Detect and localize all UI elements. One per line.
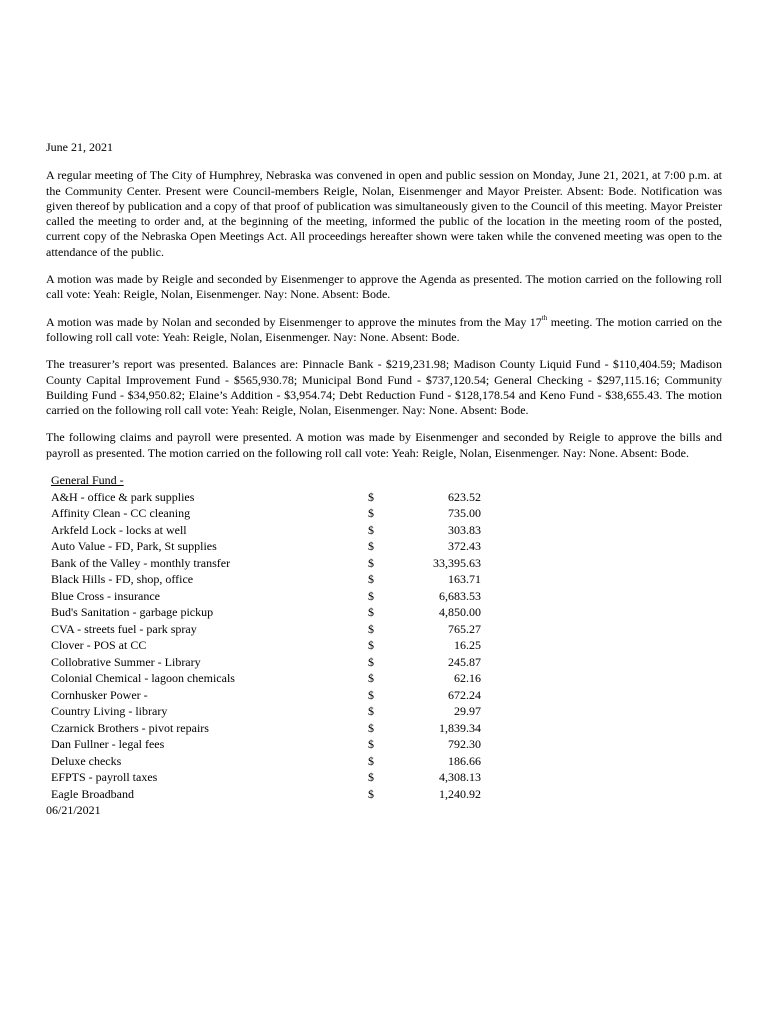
- claim-currency-symbol: $: [368, 621, 374, 636]
- claim-currency-symbol: $: [368, 671, 374, 686]
- claim-amount: 186.66: [448, 753, 481, 768]
- claim-amount: 62.16: [454, 671, 481, 686]
- claim-vendor: Country Living - library: [51, 704, 168, 719]
- paragraph-meeting-intro: A regular meeting of The City of Humphrey, Nebraska was convened in open and public session on Monday, June 21, 2021, at 7:00 p.m. at the Community Center. Present were Council-members Reigle, Nolan, Eisenmenger and Mayor Preister. Absent: Bode. Notification was given thereof by publication and a copy of that proof of publication was simultaneously given to the Council of this meeting. Mayor Preister called the meeting to order and, at the beginning of the meeting, informed the public of the location in the meeting room of the posted, current copy of the Nebraska Open Meetings Act. All proceedings hereafter shown were taken while the convened meeting was open to the attendance of the public.: [46, 168, 722, 259]
- claim-currency-symbol: $: [368, 638, 374, 653]
- claim-amount: 4,308.13: [439, 770, 481, 785]
- claim-row: [51, 721, 722, 738]
- claim-currency-symbol: $: [368, 555, 374, 570]
- claim-currency-symbol: $: [368, 539, 374, 554]
- claim-amount: 245.87: [448, 654, 481, 669]
- claim-vendor: EFPTS - payroll taxes: [51, 770, 158, 785]
- claim-amount: 4,850.00: [439, 605, 481, 620]
- claim-vendor: Blue Cross - insurance: [51, 588, 160, 603]
- claim-row: [51, 622, 722, 639]
- claims-rows: [51, 490, 722, 804]
- claim-row: [51, 704, 722, 721]
- claim-vendor: Eagle Broadband: [51, 786, 134, 801]
- claim-row: [51, 737, 722, 754]
- claim-vendor: CVA - streets fuel - park spray: [51, 621, 197, 636]
- claim-row: [51, 770, 722, 787]
- claim-amount: 33,395.63: [433, 555, 481, 570]
- claim-amount: 623.52: [448, 489, 481, 504]
- claim-vendor: Bank of the Valley - monthly transfer: [51, 555, 231, 570]
- claim-vendor: Clover - POS at CC: [51, 638, 147, 653]
- claim-row: [51, 638, 722, 655]
- claim-row: [51, 655, 722, 672]
- claim-vendor: Czarnick Brothers - pivot repairs: [51, 720, 209, 735]
- claim-row: [51, 506, 722, 523]
- claim-amount: 1,240.92: [439, 786, 481, 801]
- claim-row: [51, 589, 722, 606]
- footer-date: 06/21/2021: [46, 803, 101, 818]
- paragraph-agenda-motion: A motion was made by Reigle and seconded by Eisenmenger to approve the Agenda as presented. The motion carried on the following roll call vote: Yeah: Reigle, Nolan, Eisenmenger. Nay: None. Absent: Bode.: [46, 272, 722, 302]
- claim-row: [51, 671, 722, 688]
- claim-vendor: Colonial Chemical - lagoon chemicals: [51, 671, 235, 686]
- claim-amount: 372.43: [448, 539, 481, 554]
- claim-vendor: Cornhusker Power -: [51, 687, 148, 702]
- claim-amount: 672.24: [448, 687, 481, 702]
- claim-amount: 29.97: [454, 704, 481, 719]
- claim-currency-symbol: $: [368, 720, 374, 735]
- claim-currency-symbol: $: [368, 704, 374, 719]
- claim-row: [51, 605, 722, 622]
- claim-currency-symbol: $: [368, 737, 374, 752]
- claim-row: [51, 556, 722, 573]
- minutes-motion-text-end: meeting. The motion carried on the following roll call vote: Yeah: Reigle, Nolan, Eisenmenger. Nay: None. Absent: Bode.: [46, 314, 722, 344]
- claim-vendor: Affinity Clean - CC cleaning: [51, 506, 191, 521]
- claim-currency-symbol: $: [368, 572, 374, 587]
- claim-currency-symbol: $: [368, 489, 374, 504]
- claim-amount: 303.83: [448, 522, 481, 537]
- claim-row: [51, 490, 722, 507]
- meeting-date: June 21, 2021: [46, 140, 113, 154]
- claim-amount: 765.27: [448, 621, 481, 636]
- claim-amount: 16.25: [454, 638, 481, 653]
- claim-amount: 163.71: [448, 572, 481, 587]
- claim-vendor: Deluxe checks: [51, 753, 122, 768]
- claim-row: [51, 523, 722, 540]
- paragraph-claims-motion: The following claims and payroll were presented. A motion was made by Eisenmenger and seconded by Reigle to approve the bills and payroll as presented. The motion carried on the following roll call vote: Yeah: Reigle, Nolan, Eisenmenger. Nay: None. Absent: Bode.: [46, 430, 722, 460]
- document-page: [46, 140, 722, 818]
- claim-currency-symbol: $: [368, 654, 374, 669]
- paragraph-treasurer-report: The treasurer’s report was presented. Balances are: Pinnacle Bank - $219,231.98; Madison County Liquid Fund - $110,404.59; Madison County Capital Improvement Fund - $565,930.78; Municipal Bond Fund - $737,120.54; General Checking - $297,115.16; Community Building Fund - $34,950.82; Elaine’s Addition - $3,954.74; Debt Reduction Fund - $128,178.54 and Keno Fund - $38,655.43. The motion carried on the following roll call vote: Yeah: Reigle, Nolan, Eisenmenger. Nay: None. Absent: Bode.: [46, 357, 722, 418]
- claims-list: [46, 473, 722, 803]
- claim-vendor: Collobrative Summer - Library: [51, 654, 201, 669]
- claim-vendor: Black Hills - FD, shop, office: [51, 572, 194, 587]
- claim-currency-symbol: $: [368, 753, 374, 768]
- claims-fund-heading: General Fund -: [51, 473, 124, 488]
- claim-vendor: Bud's Sanitation - garbage pickup: [51, 605, 214, 620]
- claim-currency-symbol: $: [368, 588, 374, 603]
- claim-row: [51, 688, 722, 705]
- claim-row: [51, 754, 722, 771]
- claim-row: [51, 572, 722, 589]
- claim-vendor: Dan Fullner - legal fees: [51, 737, 165, 752]
- claim-amount: 1,839.34: [439, 720, 481, 735]
- claim-amount: 735.00: [448, 506, 481, 521]
- claim-currency-symbol: $: [368, 786, 374, 801]
- claim-amount: 792.30: [448, 737, 481, 752]
- claim-currency-symbol: $: [368, 506, 374, 521]
- claim-row: [51, 787, 722, 804]
- claim-currency-symbol: $: [368, 687, 374, 702]
- claim-currency-symbol: $: [368, 522, 374, 537]
- claim-vendor: Auto Value - FD, Park, St supplies: [51, 539, 217, 554]
- minutes-motion-text-start: A motion was made by Nolan and seconded by Eisenmenger to approve the minutes from the May 17: [46, 314, 542, 329]
- ordinal-suffix: th: [541, 313, 548, 322]
- claim-row: [51, 539, 722, 556]
- claim-vendor: Arkfeld Lock - locks at well: [51, 522, 187, 537]
- claim-currency-symbol: $: [368, 770, 374, 785]
- claim-vendor: A&H - office & park supplies: [51, 489, 195, 504]
- claim-amount: 6,683.53: [439, 588, 481, 603]
- claim-currency-symbol: $: [368, 605, 374, 620]
- paragraph-minutes-motion: [46, 315, 722, 346]
